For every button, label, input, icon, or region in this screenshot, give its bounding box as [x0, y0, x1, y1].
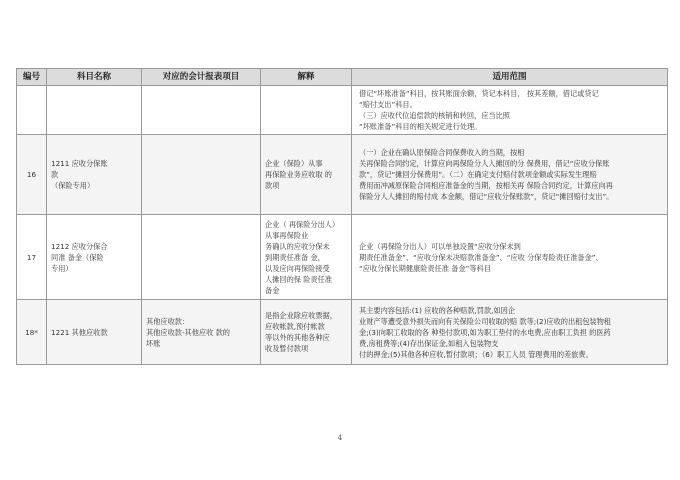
- cell-text-line: 金;(3)向职工收取的各 种垫付款项,如为职工垫付的水电费,应由职工负担 的医药: [359, 327, 611, 337]
- cell-account-name: [47, 135, 142, 215]
- cell-text-line: 从事再保险业: [265, 230, 309, 240]
- cell-text-line: 到期责任准备 金，: [265, 252, 325, 262]
- cell-text-line: 借记“坏账准备”科目，按其账面余额，贷记本科目， 按其差额，借记或贷记: [359, 89, 599, 98]
- table-row: [17, 86, 668, 135]
- cell-text-line: 费用而冲减原保险合同相应准备金的当期，按相关再 保险合同约定，计算应向再: [359, 181, 613, 190]
- cell-text-line: 其他应收款：: [146, 316, 190, 326]
- cell-text-line: 款项: [265, 181, 280, 190]
- cell-text-line: 业财产等遭受意外损失而向有关保险公司收取的赔 款等;(2)应收的出租包装物租: [359, 316, 612, 326]
- cell-text-line: 坏账: [146, 338, 161, 348]
- header-report-item: 对应的会计报表项目: [142, 69, 261, 86]
- cell-account-name: [47, 215, 142, 300]
- cell-text-line: 应收帐款,预付帐款: [265, 322, 325, 331]
- cell-text-line: 以及应向再保险接受: [265, 263, 330, 273]
- cell-text-line: 款”，贷记“摊回分保费用”。（二）在确定支付赔付款项金额或实际发生理赔: [359, 170, 597, 179]
- cell-scope: [352, 135, 668, 215]
- header-explanation: 解释: [261, 69, 352, 86]
- cell-text-line: “赔付支出”科目。: [359, 100, 417, 109]
- cell-text-line: 费,房租费等;(4)存出保证金,如租入包装物支: [359, 338, 499, 348]
- cell-text-line: 关再保险合同约定，计算应向再保险分人人摊回的分 保费用，借记“应收分保账: [359, 159, 610, 168]
- cell-text-line: “应收分保长期健康险责任准 备金”等科目: [359, 263, 491, 273]
- page-number: 4: [337, 434, 343, 442]
- cell-text-line: “坏账准备”科目的相关规定进行处理。: [359, 122, 482, 131]
- cell-text-line: 务确认的应收分保未: [265, 241, 330, 251]
- cell-report-item: [142, 135, 261, 215]
- cell-text-line: （三）应收代位追偿款的核销和转回，应当比照: [359, 111, 510, 120]
- cell-text-line: （保险专用）: [51, 181, 95, 190]
- cell-text-line: 企业（ 再保险分出人）: [265, 219, 340, 229]
- table-header-row: [17, 69, 668, 86]
- header-scope: 适用范围: [352, 69, 668, 86]
- cell-explanation: [261, 86, 352, 135]
- cell-text-line: 同准 备金（保险: [51, 252, 104, 262]
- cell-text-line: 企业（再保险分出人）可以单独设置“应收分保未到: [359, 241, 521, 251]
- accounts-table: [16, 68, 668, 365]
- table-row: [17, 215, 668, 300]
- cell-text-line: 1221 其他应收款: [51, 327, 108, 337]
- cell-number: 16: [17, 135, 47, 215]
- cell-scope: [352, 215, 668, 300]
- cell-text-line: 备金: [265, 285, 280, 295]
- cell-report-item: [142, 86, 261, 135]
- cell-text-line: 1211 应收分保账: [51, 159, 108, 168]
- cell-scope: [352, 300, 668, 365]
- cell-text-line: 其他应收款-其他应收 款的: [146, 327, 230, 337]
- cell-text-line: 是指企业除应收票据，: [265, 311, 337, 320]
- cell-text-line: 期责任准备金”、“应收分保未决赔款准备金”、“应收 分保寿险责任准备金”、: [359, 252, 603, 262]
- cell-text-line: 企业（保险）从事: [265, 159, 323, 168]
- cell-text-line: 人摊回的保 险责任准: [265, 274, 332, 284]
- cell-number: 17: [17, 215, 47, 300]
- cell-text-line: 其主要内容包括:(1) 应收的各种赔款,罚款,如因企: [359, 305, 516, 315]
- cell-explanation: [261, 300, 352, 365]
- cell-text-line: 付的押金;(5)其他各种应收,暂付款项；（6）职工人员 管理费用的差旅费。: [359, 349, 593, 359]
- cell-explanation: [261, 135, 352, 215]
- cell-explanation: [261, 215, 352, 300]
- cell-text-line: 款: [51, 170, 59, 179]
- cell-text-line: 1212 应收分保合: [51, 241, 108, 251]
- cell-text-line: 收及暂付款项: [265, 344, 309, 353]
- cell-account-name: [47, 86, 142, 135]
- cell-account-name: [47, 300, 142, 365]
- table-row: [17, 135, 668, 215]
- cell-report-item: [142, 215, 261, 300]
- header-account-name: 科目名称: [47, 69, 142, 86]
- header-number: 编号: [17, 69, 47, 86]
- cell-report-item: [142, 300, 261, 365]
- cell-scope: [352, 86, 668, 135]
- cell-text-line: （一）企业在确认原保险合同保费收入的当期，按相: [359, 148, 525, 157]
- cell-text-line: 专用）: [51, 263, 73, 273]
- cell-number: [17, 86, 47, 135]
- table-row: [17, 300, 668, 365]
- cell-text-line: 等以外的其他各种应: [265, 333, 330, 342]
- cell-number: 18*: [17, 300, 47, 365]
- cell-text-line: 再保险业务应收取 的: [265, 170, 332, 179]
- cell-text-line: 保险分人人摊回的赔付成 本金额，借记“应收分保账款”，贷记“摊回赔付支出”。: [359, 192, 614, 201]
